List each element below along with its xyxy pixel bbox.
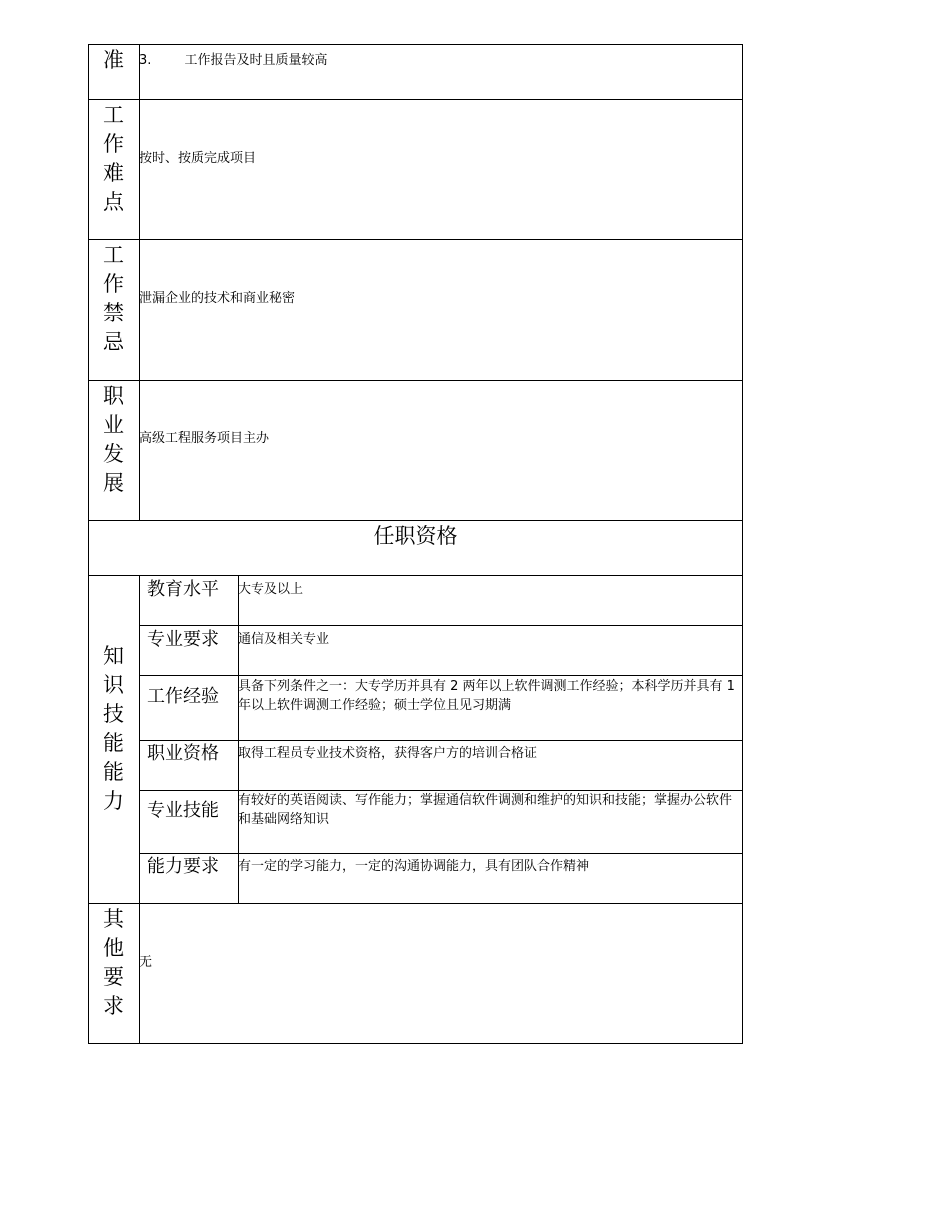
label-char: 难	[103, 161, 124, 185]
standard-text: 3. 工作报告及时且质量较高	[139, 53, 328, 68]
career-label	[88, 382, 139, 498]
label-char: 忌	[103, 330, 124, 354]
label-char: 点	[103, 190, 124, 214]
skills-label: 专业技能	[147, 800, 219, 821]
row-divider	[88, 903, 743, 904]
ability-label: 能力要求	[147, 856, 219, 877]
label-char: 业	[103, 413, 124, 437]
label-char: 工	[103, 243, 124, 267]
taboo-text: 泄漏企业的技术和商业秘密	[139, 291, 296, 306]
career-text: 高级工程服务项目主办	[139, 431, 270, 446]
row-divider	[88, 239, 743, 240]
label-char: 作	[103, 132, 124, 156]
label-char: 技	[103, 702, 124, 726]
label-column-divider	[139, 575, 140, 1044]
experience-label: 工作经验	[147, 686, 219, 707]
row-divider	[88, 575, 743, 576]
skills-text: 有较好的英语阅读、写作能力；掌握通信软件调测和维护的知识和技能；掌握办公软件和基础网络知识	[238, 793, 733, 827]
job-description-table	[88, 44, 743, 1044]
label-char: 他	[103, 936, 124, 960]
major-label: 专业要求	[147, 629, 219, 650]
label-char: 识	[103, 673, 124, 697]
sub-row-divider	[139, 740, 743, 741]
label-char: 能	[103, 760, 124, 784]
other-label	[88, 905, 139, 1021]
label-char: 职	[103, 384, 124, 408]
label-char: 禁	[103, 301, 124, 325]
difficulty-text: 按时、按质完成项目	[139, 151, 257, 166]
education-label: 教育水平	[147, 579, 219, 600]
difficulty-label	[88, 101, 139, 217]
row-divider	[88, 520, 743, 521]
label-char: 工	[103, 103, 124, 127]
certification-text: 取得工程员专业技术资格，获得客户方的培训合格证	[238, 746, 538, 761]
standard-label	[88, 46, 139, 75]
label-char: 知	[103, 644, 124, 668]
label-char: 力	[103, 789, 124, 813]
row-divider	[88, 380, 743, 381]
sub-row-divider	[139, 853, 743, 854]
table-border-top	[88, 44, 743, 45]
sub-row-divider	[139, 675, 743, 676]
qualification-title: 任职资格	[373, 524, 458, 548]
knowledge-skill-label	[88, 642, 139, 816]
label-char: 其	[103, 907, 124, 931]
certification-label: 职业资格	[147, 743, 219, 764]
label-char: 作	[103, 272, 124, 296]
label-char: 求	[103, 994, 124, 1018]
label-char: 发	[103, 442, 124, 466]
education-text: 大专及以上	[238, 582, 304, 597]
taboo-label	[88, 241, 139, 357]
major-text: 通信及相关专业	[238, 632, 330, 647]
label-char: 准	[103, 48, 124, 72]
label-char: 能	[103, 731, 124, 755]
sub-label-column-divider	[238, 575, 239, 904]
table-border-bottom	[88, 1043, 743, 1044]
experience-text: 具备下列条件之一：大专学历并具有 2 两年以上软件调测工作经验；本科学历并具有 1 年以上软件调测工作经验；硕士学位且见习期满	[238, 679, 740, 713]
label-char: 展	[103, 471, 124, 495]
ability-text: 有一定的学习能力，一定的沟通协调能力，具有团队合作精神	[238, 859, 590, 874]
row-divider	[88, 99, 743, 100]
label-char: 要	[103, 965, 124, 989]
other-text: 无	[139, 955, 153, 970]
label-column-divider	[139, 44, 140, 521]
sub-row-divider	[139, 625, 743, 626]
